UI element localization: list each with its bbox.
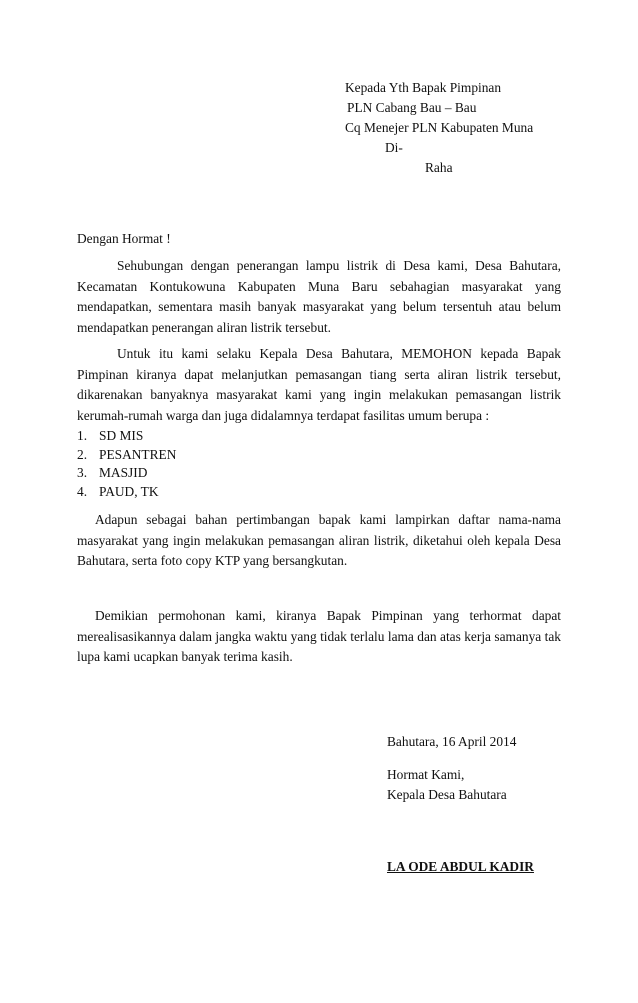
list-item (77, 483, 176, 502)
list-item (77, 446, 176, 465)
recipient-line-2: PLN Cabang Bau – Bau (347, 100, 477, 115)
recipient-line-5: Raha (425, 160, 453, 175)
recipient-line-3: Cq Menejer PLN Kabupaten Muna (345, 120, 534, 135)
list-item-label: PAUD, TK (99, 483, 159, 499)
signature-block (387, 765, 607, 805)
list-item-number: 3. (77, 465, 88, 480)
list-item (77, 464, 176, 483)
paragraph-3: Adapun sebagai bahan pertimbangan bapak kami lampirkan daftar nama-nama masyarakat yang ingin melakukan pemasangan aliran listrik, diketahui oleh kepala Desa Bahutara, serta foto copy KTP yang bersangkutan. (77, 512, 561, 568)
recipient-address (345, 78, 605, 178)
salutation: Dengan Hormat ! (77, 231, 171, 246)
recipient-line-1: Kepada Yth Bapak Pimpinan (345, 80, 502, 95)
list-item-label: PESANTREN (99, 446, 177, 462)
signature-place-date: Bahutara, 16 April 2014 (387, 734, 517, 749)
list-item-number: 4. (77, 483, 88, 499)
list-item-number: 2. (77, 446, 88, 462)
paragraph-1: Sehubungan dengan penerangan lampu listrik di Desa kami, Desa Bahutara, Kecamatan Kontukowuna Kabupaten Muna Baru sebahagian masyarakat yang mendapatkan, sementara masih banyak masyarakat yang belum tersentuh atau belum mendapatkan penerangan aliran listrik tersebut. (77, 258, 561, 335)
list-item-number: 1. (77, 428, 88, 443)
signature-closing: Hormat Kami, (387, 767, 465, 782)
list-item (77, 427, 176, 446)
list-item-label: SD MIS (99, 428, 144, 443)
signature-title: Kepala Desa Bahutara (387, 787, 507, 802)
facilities-list (77, 427, 176, 501)
paragraph-4: Demikian permohonan kami, kiranya Bapak Pimpinan yang terhormat dapat merealisasikannya dalam jangka waktu yang tidak terlalu lama dan atas kerja samanya tak lupa kami ucapkan banyak terima kasih. (77, 608, 561, 664)
recipient-line-4: Di- (385, 140, 403, 155)
signatory-name: LA ODE ABDUL KADIR (387, 859, 534, 874)
paragraph-2: Untuk itu kami selaku Kepala Desa Bahutara, MEMOHON kepada Bapak Pimpinan kiranya dapat melanjutkan pemasangan tiang serta aliran listrik tersebut, dikarenakan banyaknya masyarakat kami yang ingin melakukan pemasangan listrik kerumah-rumah warga dan juga didalamnya terdapat fasilitas umum berupa : (77, 346, 561, 423)
list-item-label: MASJID (99, 465, 148, 480)
